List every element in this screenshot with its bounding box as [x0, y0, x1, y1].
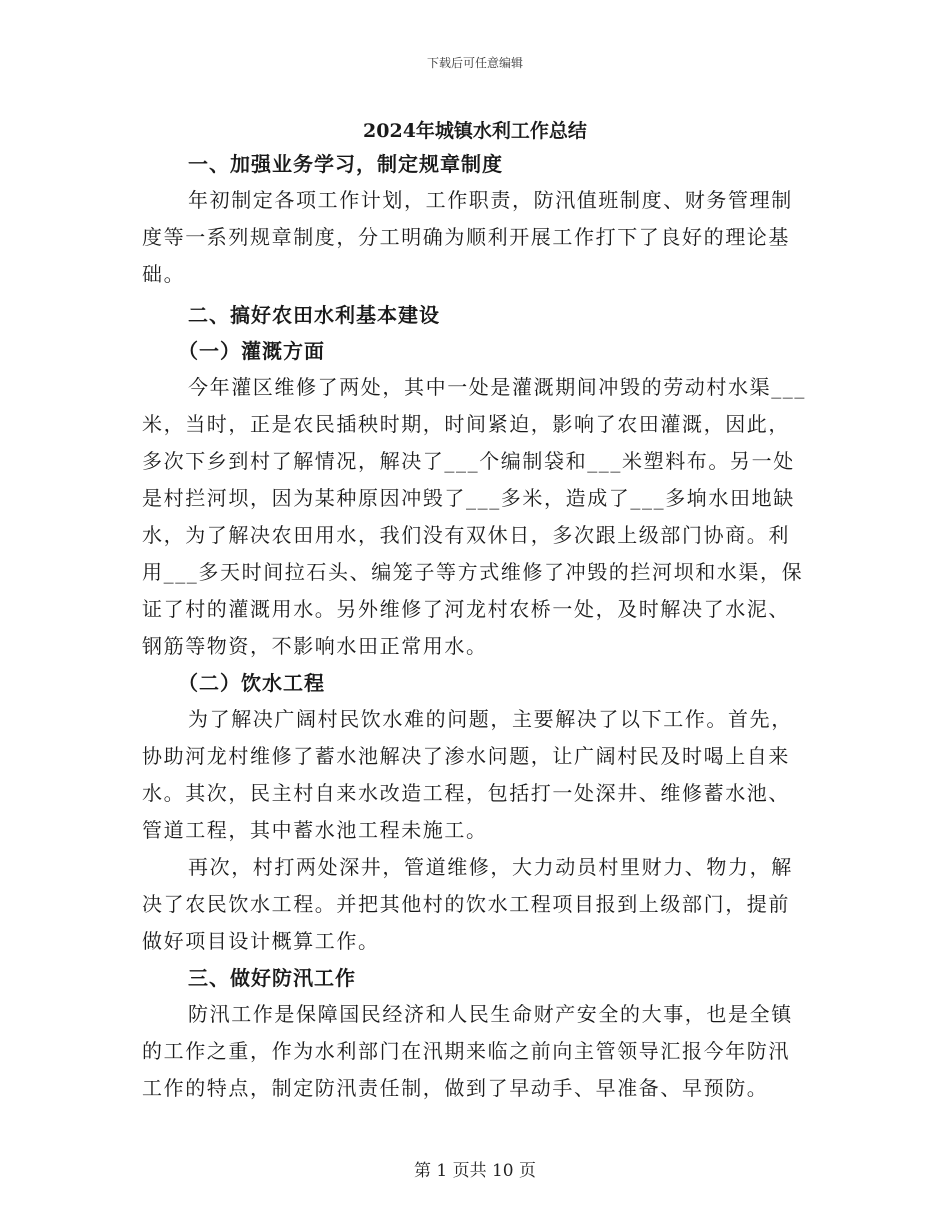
text-line: 米，当时，正是农民插秧时期，时间紧迫，影响了农田灌溉，因此，	[142, 412, 790, 436]
flood-control-paragraph	[142, 996, 808, 1107]
section-heading-1: 一、加强业务学习，制定规章制度	[188, 152, 503, 176]
text-line: 为了解决广阔村民饮水难的问题，主要解决了以下工作。首先，	[188, 707, 793, 731]
page-footer: 第 1 页共 10 页	[413, 1161, 537, 1181]
irrigation-paragraph	[142, 369, 808, 665]
text-line: 础。	[142, 262, 186, 286]
text-line: 钢筋等物资，不影响水田正常用水。	[142, 634, 488, 658]
subsection-heading-irrigation: （一）灌溉方面	[178, 339, 325, 363]
document-title: 2024年城镇水利工作总结	[363, 120, 587, 142]
text-line: 今年灌区维修了两处，其中一处是灌溉期间冲毁的劳动村水渠___	[188, 375, 806, 399]
text-line: 水。其次，民主村自来水改造工程，包括打一处深井、维修蓄水池、	[142, 781, 790, 805]
section-heading-3: 三、做好防汛工作	[188, 966, 356, 990]
text-line: 工作的特点，制定防汛责任制，做到了早动手、早准备、早预防。	[142, 1076, 769, 1100]
text-line: 协助河龙村维修了蓄水池解决了渗水问题，让广阔村民及时喝上自来	[142, 744, 790, 768]
page-header: 下载后可任意编辑	[426, 56, 523, 70]
subsection-heading-drinking-water: （二）饮水工程	[178, 671, 325, 695]
text-line: 是村拦河坝，因为某种原因冲毁了___多米，造成了___多垧水田地缺	[142, 486, 795, 510]
text-line: 决了农民饮水工程。并把其他村的饮水工程项目报到上级部门，提前	[142, 892, 790, 916]
text-line: 度等一系列规章制度，分工明确为顺利开展工作打下了良好的理论基	[142, 225, 790, 249]
text-line: 防汛工作是保障国民经济和人民生命财产安全的大事，也是全镇	[188, 1002, 793, 1026]
text-line: 的工作之重，作为水利部门在汛期来临之前向主管领导汇报今年防汛	[142, 1039, 790, 1063]
text-line: 水，为了解决农田用水，我们没有双休日，多次跟上级部门协商。利	[142, 523, 790, 547]
section-heading-2: 二、搞好农田水利基本建设	[188, 303, 440, 327]
text-line: 再次，村打两处深井，管道维修，大力动员村里财力、物力，解	[188, 855, 793, 879]
section-1-paragraph	[142, 182, 808, 293]
drinking-water-paragraph-2	[142, 849, 808, 960]
text-line: 多次下乡到村了解情况，解决了___个编制袋和___米塑料布。另一处	[142, 449, 795, 473]
document-body	[142, 146, 808, 1107]
text-line: 用___多天时间拉石头、编笼子等方式维修了冲毁的拦河坝和水渠，保	[142, 560, 804, 584]
text-line: 做好项目设计概算工作。	[142, 929, 380, 953]
drinking-water-paragraph-1	[142, 701, 808, 849]
text-line: 管道工程，其中蓄水池工程未施工。	[142, 818, 488, 842]
text-line: 证了村的灌溉用水。另外维修了河龙村农桥一处，及时解决了水泥、	[142, 597, 790, 621]
text-line: 年初制定各项工作计划，工作职责，防汛值班制度、财务管理制	[188, 188, 793, 212]
